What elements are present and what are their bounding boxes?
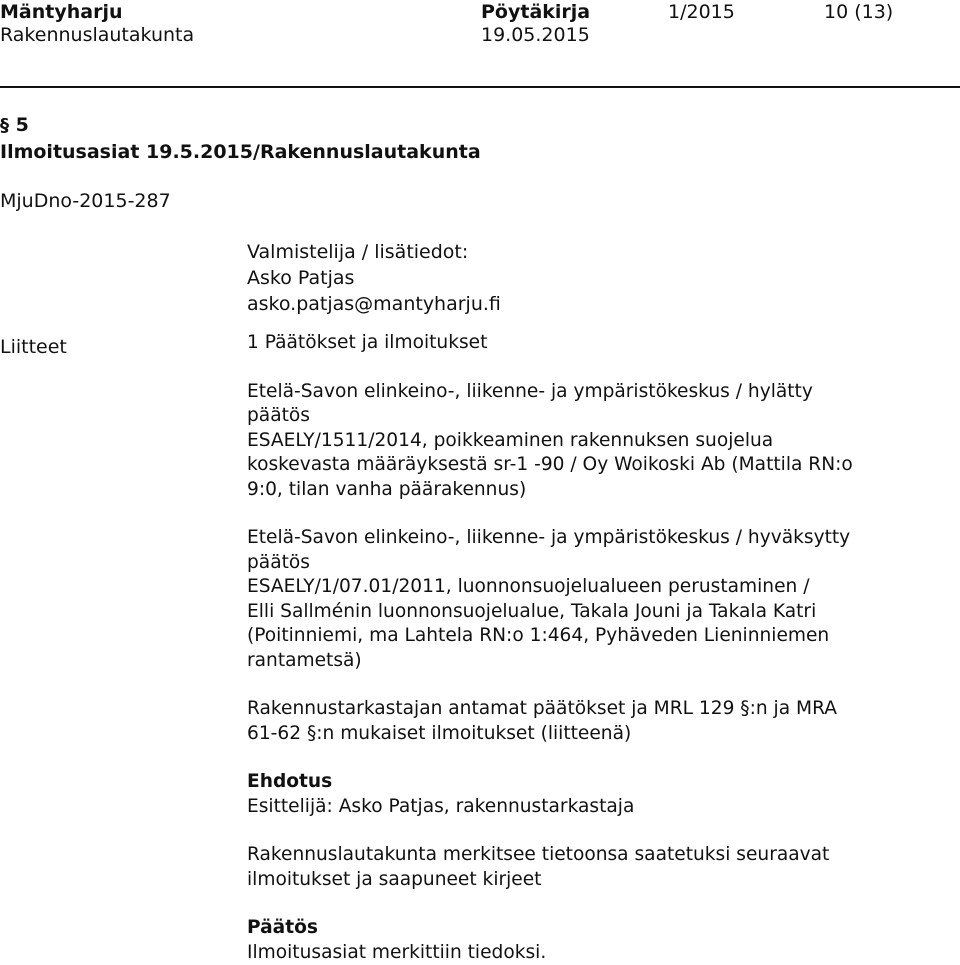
board-name: Rakennuslautakunta: [0, 24, 194, 47]
decision-text: Ilmoitusasiat merkittiin tiedoksi.: [247, 941, 952, 965]
header-divider: [0, 86, 960, 88]
paragraph-approved-decision: [247, 526, 952, 673]
text-line: päätös: [247, 404, 952, 429]
text-line: ESAELY/1/07.01/2011, luonnonsuojelualueen perustaminen /: [247, 575, 952, 600]
preparer-email: asko.patjas@mantyharju.fi: [247, 291, 501, 317]
document-number: 1/2015: [668, 1, 735, 24]
proposal-block: [247, 770, 952, 892]
municipality-name: Mäntyharju: [0, 1, 122, 24]
paragraph-rejected-decision: [247, 380, 952, 503]
text-line: Etelä-Savon elinkeino-, liikenne- ja ympäristökeskus / hyväksytty: [247, 526, 952, 551]
text-line: Rakennustarkastajan antamat päätökset ja MRL 129 §:n ja MRA: [247, 697, 952, 722]
preparer-label: Valmistelija / lisätiedot:: [247, 239, 501, 265]
text-line: 9:0, tilan vanha päärakennus): [247, 478, 952, 503]
meeting-date: 19.05.2015: [481, 24, 590, 47]
decision-block: [247, 916, 952, 965]
proposal-text-line: ilmoitukset ja saapuneet kirjeet: [247, 868, 952, 893]
document-body: [247, 331, 952, 965]
text-line: Elli Sallménin luonnonsuojelualue, Takala Jouni ja Takala Katri: [247, 600, 952, 625]
text-line: Etelä-Savon elinkeino-, liikenne- ja ympäristökeskus / hylätty: [247, 380, 952, 405]
section-heading: [0, 112, 481, 166]
attachment-item: 1 Päätökset ja ilmoitukset: [247, 331, 952, 356]
text-line: (Poitinniemi, ma Lahtela RN:o 1:464, Pyhäveden Lieninniemen: [247, 624, 952, 649]
text-line: 61-62 §:n mukaiset ilmoitukset (liitteenä): [247, 722, 952, 747]
presenter-line: Esittelijä: Asko Patjas, rakennustarkastaja: [247, 795, 952, 820]
document-header: [0, 0, 960, 50]
document-type: Pöytäkirja: [481, 1, 590, 24]
attachments-label: Liitteet: [0, 334, 67, 360]
text-line: rantametsä): [247, 649, 952, 674]
section-symbol: §: [0, 115, 9, 136]
text-line: koskevasta määräyksestä sr-1 -90 / Oy Woikoski Ab (Mattila RN:o: [247, 453, 952, 478]
proposal-text-line: Rakennuslautakunta merkitsee tietoonsa saatetuksi seuraavat: [247, 843, 952, 868]
section-number: 5: [16, 114, 29, 136]
text-line: ESAELY/1511/2014, poikkeaminen rakennuksen suojelua: [247, 429, 952, 454]
proposal-heading: Ehdotus: [247, 770, 952, 795]
page-number: 10 (13): [824, 1, 893, 24]
preparer-name: Asko Patjas: [247, 265, 501, 291]
paragraph-building-inspector: [247, 697, 952, 746]
section-title: Ilmoitusasiat 19.5.2015/Rakennuslautakunta: [0, 139, 481, 166]
diary-number: MjuDno-2015-287: [0, 188, 171, 214]
decision-heading: Päätös: [247, 916, 952, 941]
preparer-block: [247, 239, 501, 317]
text-line: päätös: [247, 551, 952, 576]
